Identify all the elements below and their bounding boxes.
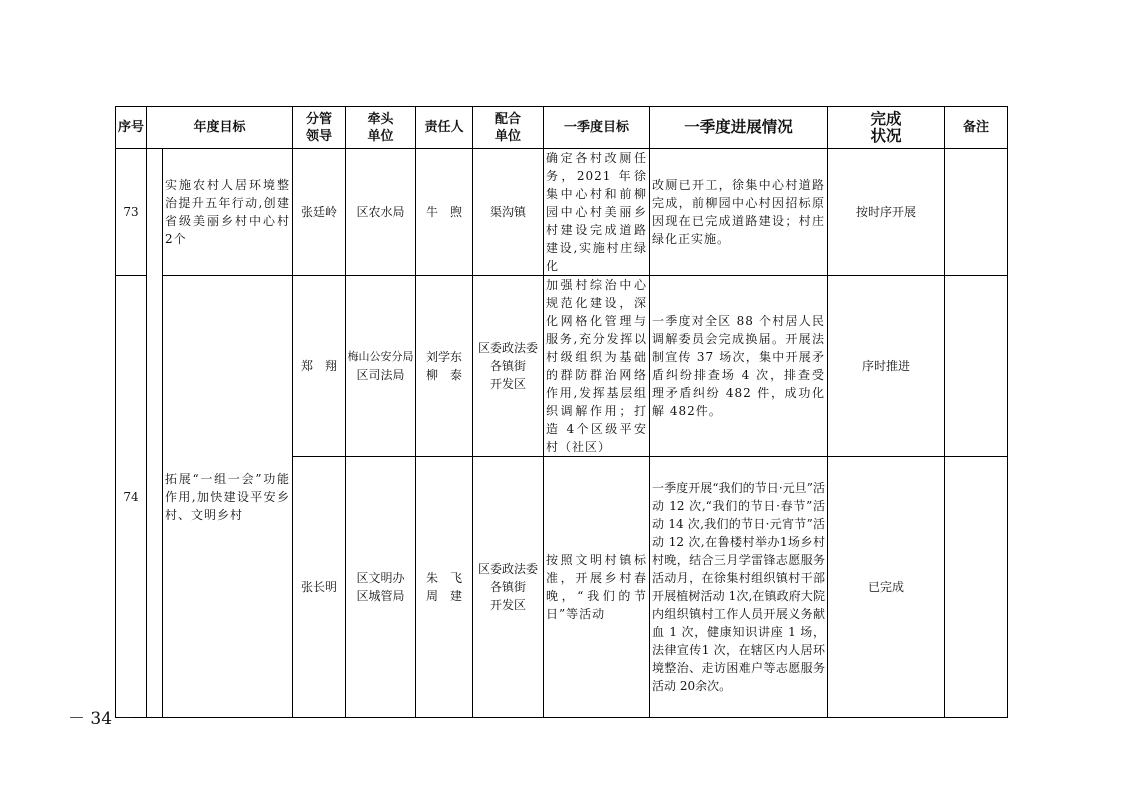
status-cell: 序时推进 <box>828 276 945 457</box>
header-lead-unit: 牵头 单位 <box>346 107 416 149</box>
lead-unit-cell: 区文明办 区城管局 <box>346 457 416 718</box>
table-row <box>116 149 1008 276</box>
notes-cell <box>945 276 1008 457</box>
leader-cell: 张廷岭 <box>293 149 346 276</box>
responsible-cell: 刘学东 柳 泰 <box>416 276 473 457</box>
responsible-cell: 牛 煦 <box>416 149 473 276</box>
header-notes: 备注 <box>945 107 1008 149</box>
leader-cell: 郑 翔 <box>293 276 346 457</box>
q1-goal-cell: 按照文明村镇标准，开展乡村春晚，“我们的节日”等活动 <box>544 457 650 718</box>
header-status: 完成 状况 <box>828 107 945 149</box>
q1-goal-cell: 确定各村改厕任务，2021 年徐集中心村和前柳园中心村美丽乡村建设完成道路建设,实施村庄绿化 <box>544 149 650 276</box>
coop-unit-cell: 区委政法委 各镇街 开发区 <box>473 457 544 718</box>
q1-goal-cell: 加强村综治中心规范化建设，深化网格化管理与服务,充分发挥以村级组织为基础的群防群治网络作用,发挥基层组织调解作用；打造 4个区级平安村（社区） <box>544 276 650 457</box>
header-leader: 分管 领导 <box>293 107 346 149</box>
q1-progress-cell: 一季度开展“我们的节日·元旦”活动 12 次,“我们的节日·春节”活动 14 次,我们的节日·元宵节”活动 12 次,在鲁楼村举办1场乡村村晚，结合三月学雷锋志愿服务活动月，在徐集村组织镇村干部开展植树活动 1次,在镇政府大院内组织镇村工作人员开展义务献血 1 次，健康知识讲座 1 场，法律宣传1 次，在辖区内人居环境整治、走访困难户等志愿服务活动 20余次。 <box>650 457 828 718</box>
notes-cell <box>945 457 1008 718</box>
status-cell: 按时序开展 <box>828 149 945 276</box>
coop-unit-cell: 区委政法委 各镇街 开发区 <box>473 276 544 457</box>
header-q1-goal: 一季度目标 <box>544 107 650 149</box>
q1-progress-cell: 改厕已开工，徐集中心村道路完成，前柳园中心村因招标原因现在已完成道路建设；村庄绿化正实施。 <box>650 149 828 276</box>
leader-cell: 张长明 <box>293 457 346 718</box>
header-annual-goal: 年度目标 <box>147 107 293 149</box>
q1-progress-cell: 一季度对全区 88 个村居人民调解委员会完成换届。开展法制宣传 37 场次，集中开展矛盾纠纷排查场 4 次，排查受理矛盾纠纷 482 件，成功化解 482件。 <box>650 276 828 457</box>
annual-goal-cell: 拓展“一组一会”功能作用,加快建设平安乡村、文明乡村 <box>163 276 293 718</box>
annual-goal-cell: 实施农村人居环境整治提升五年行动,创建省级美丽乡村中心村2个 <box>163 149 293 276</box>
header-coop-unit: 配合 单位 <box>473 107 544 149</box>
header-seq: 序号 <box>116 107 147 149</box>
header-row <box>116 107 1008 149</box>
responsible-cell: 朱 飞 周 建 <box>416 457 473 718</box>
row-seq: 74 <box>116 276 147 718</box>
lead-unit-cell: 梅山公安分局 区司法局 <box>346 276 416 457</box>
indent-cell <box>147 149 163 718</box>
header-responsible: 责任人 <box>416 107 473 149</box>
status-cell: 已完成 <box>828 457 945 718</box>
lead-unit-cell: 区农水局 <box>346 149 416 276</box>
table-row <box>116 276 1008 457</box>
notes-cell <box>945 149 1008 276</box>
header-q1-progress: 一季度进展情况 <box>650 107 828 149</box>
row-seq: 73 <box>116 149 147 276</box>
page-number: － 34 － <box>68 709 135 729</box>
work-progress-table <box>115 106 1008 718</box>
coop-unit-cell: 渠沟镇 <box>473 149 544 276</box>
